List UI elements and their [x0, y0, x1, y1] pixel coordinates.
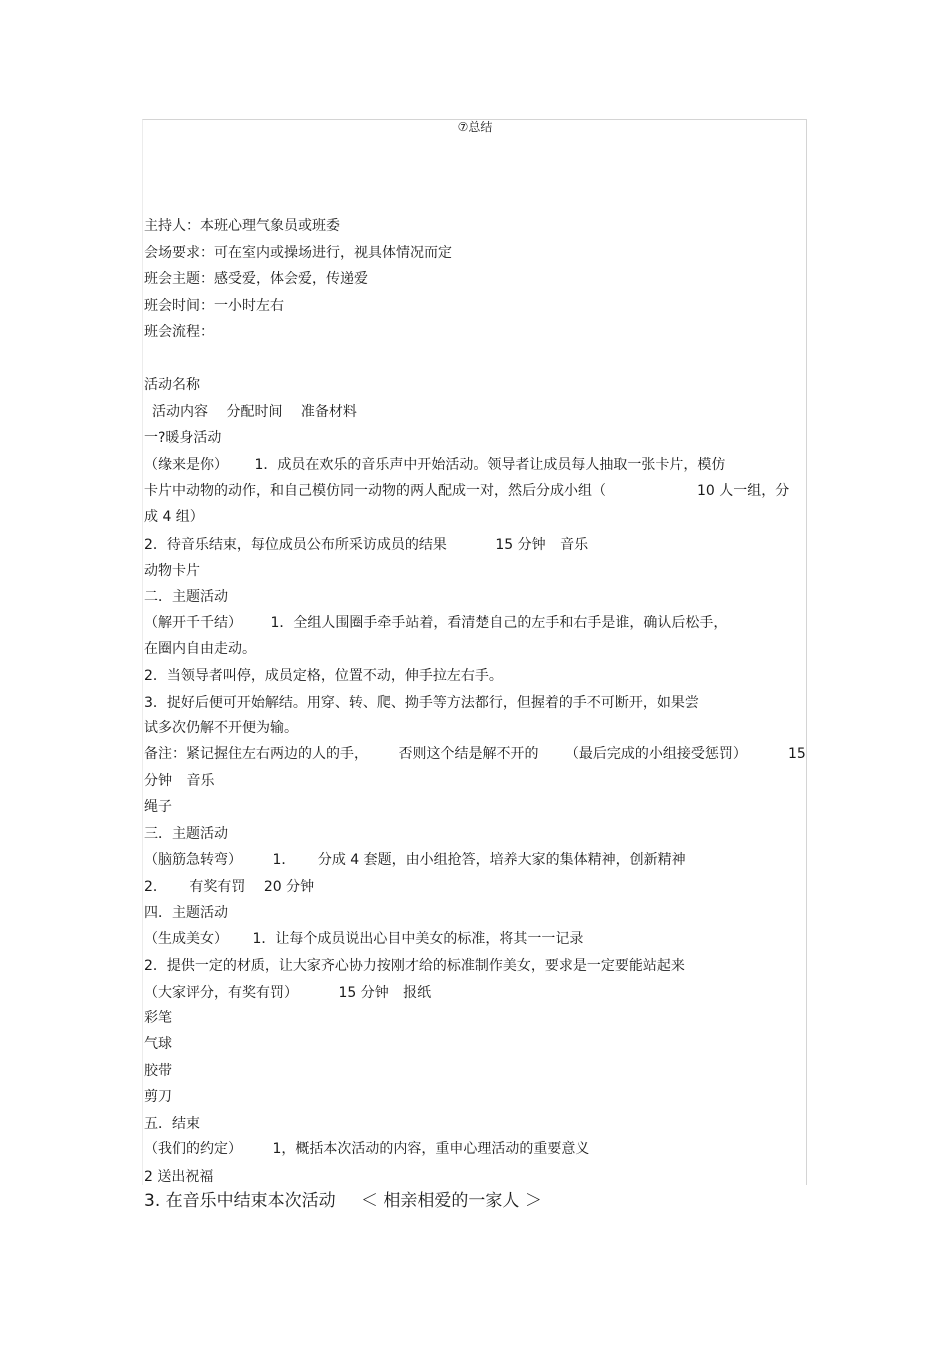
activity-2-title: 二．主题活动 [144, 589, 228, 605]
activity-1-line4: 2．待音乐结束，每位成员公布所采访成员的结果 15 分钟 音乐 [144, 537, 589, 553]
activity-2-line1: （解开千千结） 1．全组人围圈手牵手站着，看清楚自己的左手和右手是谁，确认后松手， [144, 615, 728, 631]
time-line: 班会时间：一小时左右 [144, 298, 284, 314]
theme-line: 班会主题：感受爱，体会爱，传递爱 [144, 271, 368, 287]
activity-4-material-1: 彩笔 [144, 1010, 172, 1026]
col-material: 准备材料 [300, 404, 357, 420]
activity-1-line1: （缘来是你） 1．成员在欢乐的音乐声中开始活动。领导者让成员每人抽取一张卡片，模仿 [144, 457, 726, 473]
activity-2-line4: 3．捉好后便可开始解结。用穿、转、爬、拗手等方法都行，但握着的手不可断开，如果尝 [144, 695, 699, 711]
activity-4-title: 四．主题活动 [144, 905, 228, 921]
activity-1-line3: 成 4 组） [144, 509, 204, 525]
activity-3-title: 三．主题活动 [144, 826, 228, 842]
activity-3-line2: 2． 有奖有罚 20 分钟 [144, 879, 315, 895]
activity-5-title: 五．结束 [144, 1116, 200, 1132]
flow-line: 班会流程： [144, 324, 214, 340]
activity-1-material: 动物卡片 [144, 563, 200, 579]
host-line: 主持人：本班心理气象员或班委 [144, 218, 340, 234]
activity-4-material-2: 气球 [144, 1036, 172, 1052]
activity-4-line2: 2．提供一定的材质，让大家齐心协力按刚才给的标准制作美女，要求是一定要能站起来 [144, 958, 685, 974]
section-title: ⑦总结 [457, 120, 493, 134]
activity-2-material: 绳子 [144, 799, 172, 815]
activity-4-material-3: 胶带 [144, 1063, 172, 1079]
col-activity-name: 活动名称 [144, 377, 200, 393]
activity-3-line1: （脑筋急转弯） 1． 分成 4 套题，由小组抢答，培养大家的集体精神，创新精神 [144, 852, 686, 868]
activity-4-material-4: 剪刀 [144, 1089, 172, 1105]
activity-4-line3: （大家评分，有奖有罚） 15 分钟 报纸 [144, 985, 432, 1001]
activity-2-line2: 在圈内自由走动。 [144, 641, 256, 657]
activity-2-line3: 2．当领导者叫停，成员定格，位置不动，伸手拉左右手。 [144, 668, 503, 684]
activity-5-line3: 3. 在音乐中结束本次活动 ＜ 相亲相爱的一家人 ＞ [144, 1191, 542, 1211]
activity-2-line7: 分钟 音乐 [144, 773, 215, 789]
activity-5-line2: 2 送出祝福 [144, 1169, 214, 1185]
activity-1-title: 一?暖身活动 [144, 430, 222, 446]
activity-4-line1: （生成美女） 1．让每个成员说出心目中美女的标准，将其一一记录 [144, 931, 584, 947]
column-headers [152, 403, 357, 421]
col-content: 活动内容 [152, 404, 208, 420]
activity-2-note: 备注：紧记握住左右两边的人的手， 否则这个结是解不开的 （最后完成的小组接受惩罚） 15 [144, 746, 806, 762]
activity-1-line2: 卡片中动物的动作，和自己模仿同一动物的两人配成一对，然后分成小组（ 10 人一组，分 [144, 483, 790, 499]
col-time: 分配时间 [226, 404, 283, 420]
activity-2-line5: 试多次仍解不开便为输。 [144, 720, 298, 736]
activity-5-line1: （我们的约定） 1，概括本次活动的内容，重申心理活动的重要意义 [144, 1141, 590, 1157]
venue-line: 会场要求：可在室内或操场进行，视具体情况而定 [144, 245, 452, 261]
